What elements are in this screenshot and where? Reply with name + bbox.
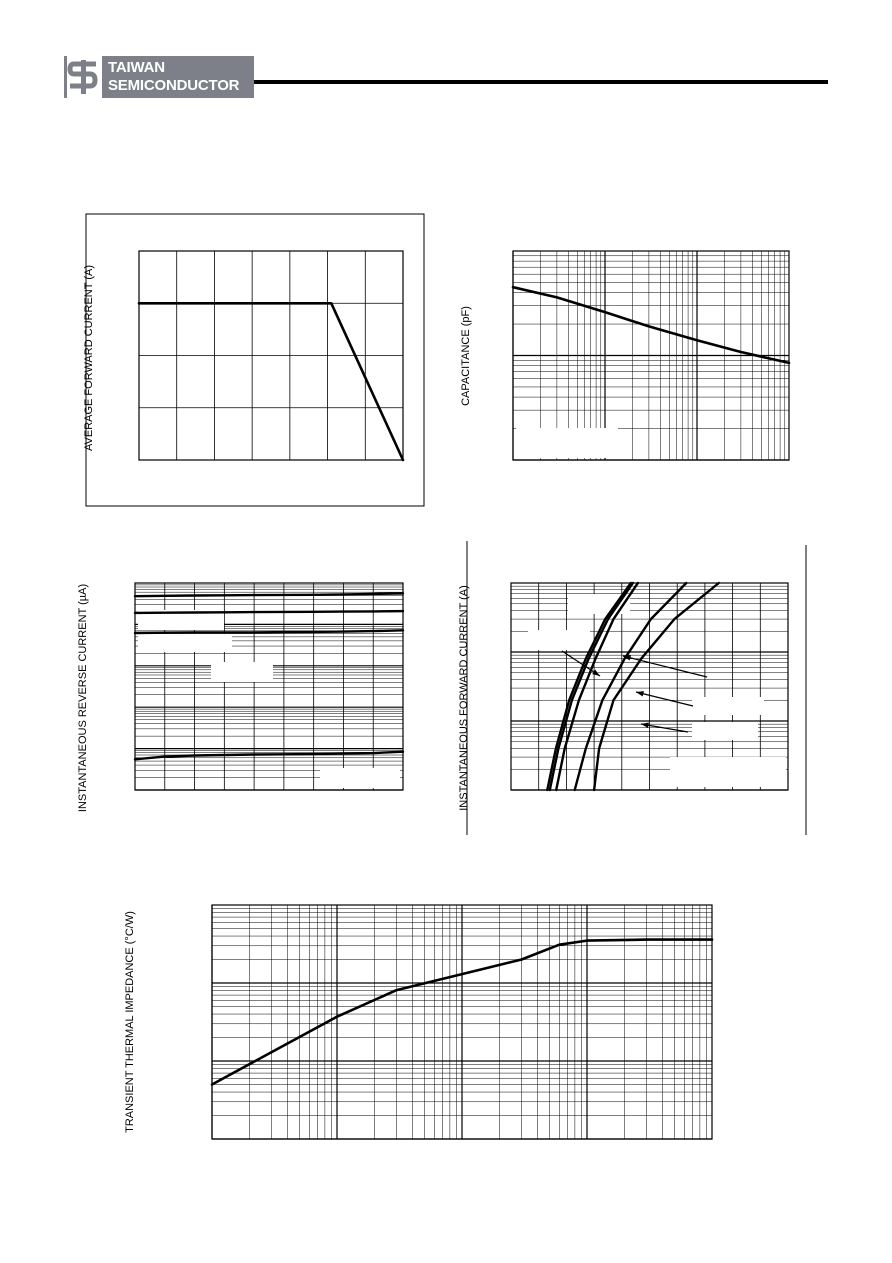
forward-legend-box-5 <box>670 757 786 787</box>
forward-legend-box-3 <box>692 697 764 715</box>
derating-curve <box>139 303 403 460</box>
thermal-impedance-chart <box>212 905 712 1139</box>
forward-curve-4 <box>575 583 687 790</box>
capacitance-condition-label-box <box>516 428 618 458</box>
capacitance-ylabel: CAPACITANCE (pF) <box>460 306 472 406</box>
reverse-current-chart <box>135 583 403 790</box>
forward-arrow-3-head <box>636 691 644 696</box>
brand-line-2: SEMICONDUCTOR <box>108 77 240 94</box>
brand-line-1: TAIWAN <box>108 59 165 76</box>
capacitance-chart <box>513 251 789 460</box>
forward-legend-box-2 <box>528 630 590 650</box>
reverse-legend-box-3 <box>211 662 273 682</box>
derating-ylabel: AVERAGE FORWARD CURRENT (A) <box>83 265 95 451</box>
capacitance-curve <box>513 287 789 363</box>
derating-chart <box>139 251 403 460</box>
thermal-impedance-ylabel: TRANSIENT THERMAL IMPEDANCE (°C/W) <box>124 911 136 1133</box>
forward-arrow-4-head <box>641 723 649 728</box>
reverse-legend-box-2 <box>138 634 232 652</box>
forward-arrow-3 <box>636 692 693 706</box>
reverse-legend-box-4 <box>320 768 400 788</box>
reverse-current-ylabel: INSTANTANEOUS REVERSE CURRENT (µA) <box>77 583 89 813</box>
reverse-curve-1 <box>135 593 403 596</box>
forward-current-ylabel: INSTANTANEOUS FORWARD CURRENT (A) <box>458 585 470 811</box>
forward-legend-box-4 <box>692 722 758 740</box>
forward-current-chart <box>511 583 788 790</box>
derating-frame <box>86 214 424 506</box>
